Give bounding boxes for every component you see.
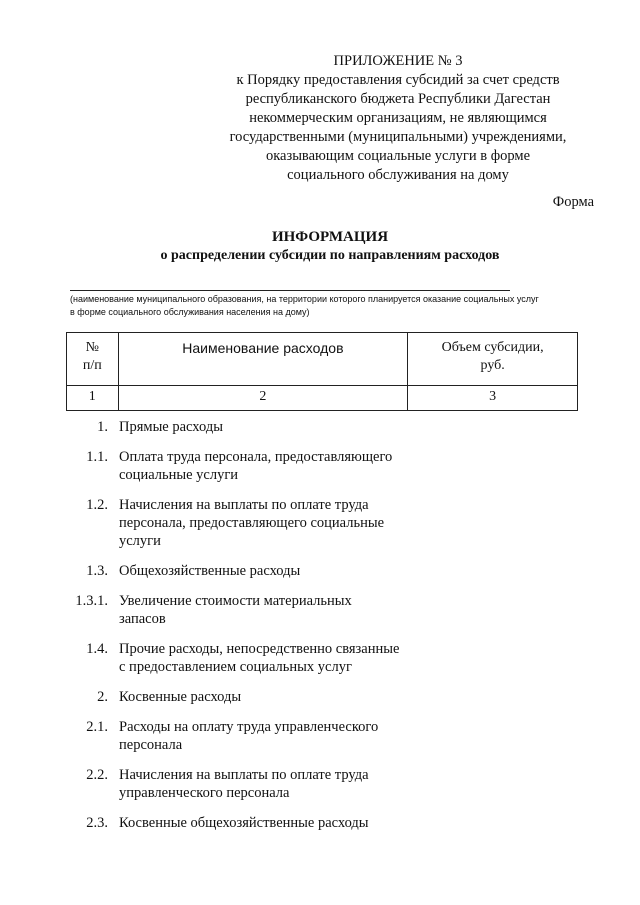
item-text-line: услуги bbox=[119, 533, 161, 549]
list-item bbox=[66, 418, 446, 436]
item-text-line: с предоставлением социальных услуг bbox=[119, 659, 352, 675]
appendix-line: государственными (муниципальными) учреждениями, bbox=[229, 129, 567, 145]
item-text-line: Общехозяйственные расходы bbox=[119, 563, 301, 579]
document-title: ИНФОРМАЦИЯ bbox=[271, 229, 389, 245]
col-amount-header bbox=[408, 333, 578, 386]
appendix-title: ПРИЛОЖЕНИЕ № 3 bbox=[333, 53, 463, 69]
item-number: 1.3. bbox=[86, 563, 108, 579]
list-item bbox=[66, 496, 446, 550]
item-number: 1.3.1. bbox=[75, 593, 108, 609]
expense-items-list bbox=[66, 418, 446, 844]
item-number: 2.2. bbox=[86, 767, 108, 783]
col-number-header bbox=[67, 333, 119, 386]
item-text-line: Увеличение стоимости материальных bbox=[119, 593, 352, 609]
item-text bbox=[119, 592, 446, 628]
item-text-line: Косвенные общехозяйственные расходы bbox=[119, 815, 369, 831]
item-number: 1.4. bbox=[86, 641, 108, 657]
item-text bbox=[119, 814, 446, 832]
table-header-row bbox=[67, 333, 578, 386]
col-index-1: 1 bbox=[67, 386, 119, 411]
appendix-line: социального обслуживания на дому bbox=[287, 167, 509, 183]
appendix-line: оказывающим социальные услуги в форме bbox=[265, 148, 531, 164]
col-name-header: Наименование расходов bbox=[118, 333, 408, 386]
document-subtitle: о распределении субсидии по направлениям расходов bbox=[160, 248, 500, 263]
col-amount-unit: руб. bbox=[480, 358, 505, 373]
list-item bbox=[66, 448, 446, 484]
appendix-line: республиканского бюджета Республики Дагестан bbox=[245, 91, 551, 107]
item-text bbox=[119, 688, 446, 706]
item-number: 1.1. bbox=[86, 449, 108, 465]
col-number-symbol: № bbox=[85, 340, 99, 355]
item-text bbox=[119, 418, 446, 436]
item-text-line: Начисления на выплаты по оплате труда bbox=[119, 767, 369, 783]
list-item bbox=[66, 592, 446, 628]
appendix-header bbox=[218, 52, 578, 185]
municipality-note bbox=[70, 293, 610, 319]
form-label: Форма bbox=[552, 194, 594, 210]
list-item bbox=[66, 718, 446, 754]
municipality-note-line: в форме социального обслуживания населения на дому) bbox=[70, 307, 310, 317]
item-text-line: персонала, предоставляющего социальные bbox=[119, 515, 385, 531]
list-item bbox=[66, 640, 446, 676]
fill-in-line bbox=[70, 290, 510, 291]
item-number: 1.2. bbox=[86, 497, 108, 513]
list-item bbox=[66, 562, 446, 580]
col-number-abbr: п/п bbox=[82, 358, 102, 373]
item-text-line: Косвенные расходы bbox=[119, 689, 242, 705]
item-text-line: персонала bbox=[119, 737, 183, 753]
col-amount-label: Объем субсидии, bbox=[441, 340, 544, 355]
item-text-line: Начисления на выплаты по оплате труда bbox=[119, 497, 369, 513]
item-text bbox=[119, 718, 446, 754]
col-index-3: 3 bbox=[408, 386, 578, 411]
item-text-line: Прямые расходы bbox=[119, 419, 223, 435]
item-number: 2.1. bbox=[86, 719, 108, 735]
item-text-line: Расходы на оплату труда управленческого bbox=[119, 719, 379, 735]
list-item bbox=[66, 814, 446, 832]
municipality-note-line: (наименование муниципального образования, на территории которого планируется оказание социальных услуг bbox=[70, 294, 539, 304]
appendix-line: некоммерческим организациям, не являющимся bbox=[249, 110, 547, 126]
item-text bbox=[119, 640, 446, 676]
expense-table-header bbox=[66, 332, 578, 411]
item-text-line: Прочие расходы, непосредственно связанные bbox=[119, 641, 400, 657]
item-number: 2.3. bbox=[86, 815, 108, 831]
item-text bbox=[119, 562, 446, 580]
col-index-2: 2 bbox=[118, 386, 408, 411]
item-text-line: Оплата труда персонала, предоставляющего bbox=[119, 449, 393, 465]
item-text-line: социальные услуги bbox=[119, 467, 239, 483]
item-number: 2. bbox=[97, 689, 108, 705]
item-text bbox=[119, 496, 446, 550]
list-item bbox=[66, 688, 446, 706]
appendix-line: к Порядку предоставления субсидий за счет средств bbox=[236, 72, 560, 88]
item-text bbox=[119, 448, 446, 484]
list-item bbox=[66, 766, 446, 802]
item-text bbox=[119, 766, 446, 802]
item-number: 1. bbox=[97, 419, 108, 435]
item-text-line: запасов bbox=[119, 611, 166, 627]
item-text-line: управленческого персонала bbox=[119, 785, 290, 801]
table-column-numbers-row bbox=[67, 386, 578, 411]
